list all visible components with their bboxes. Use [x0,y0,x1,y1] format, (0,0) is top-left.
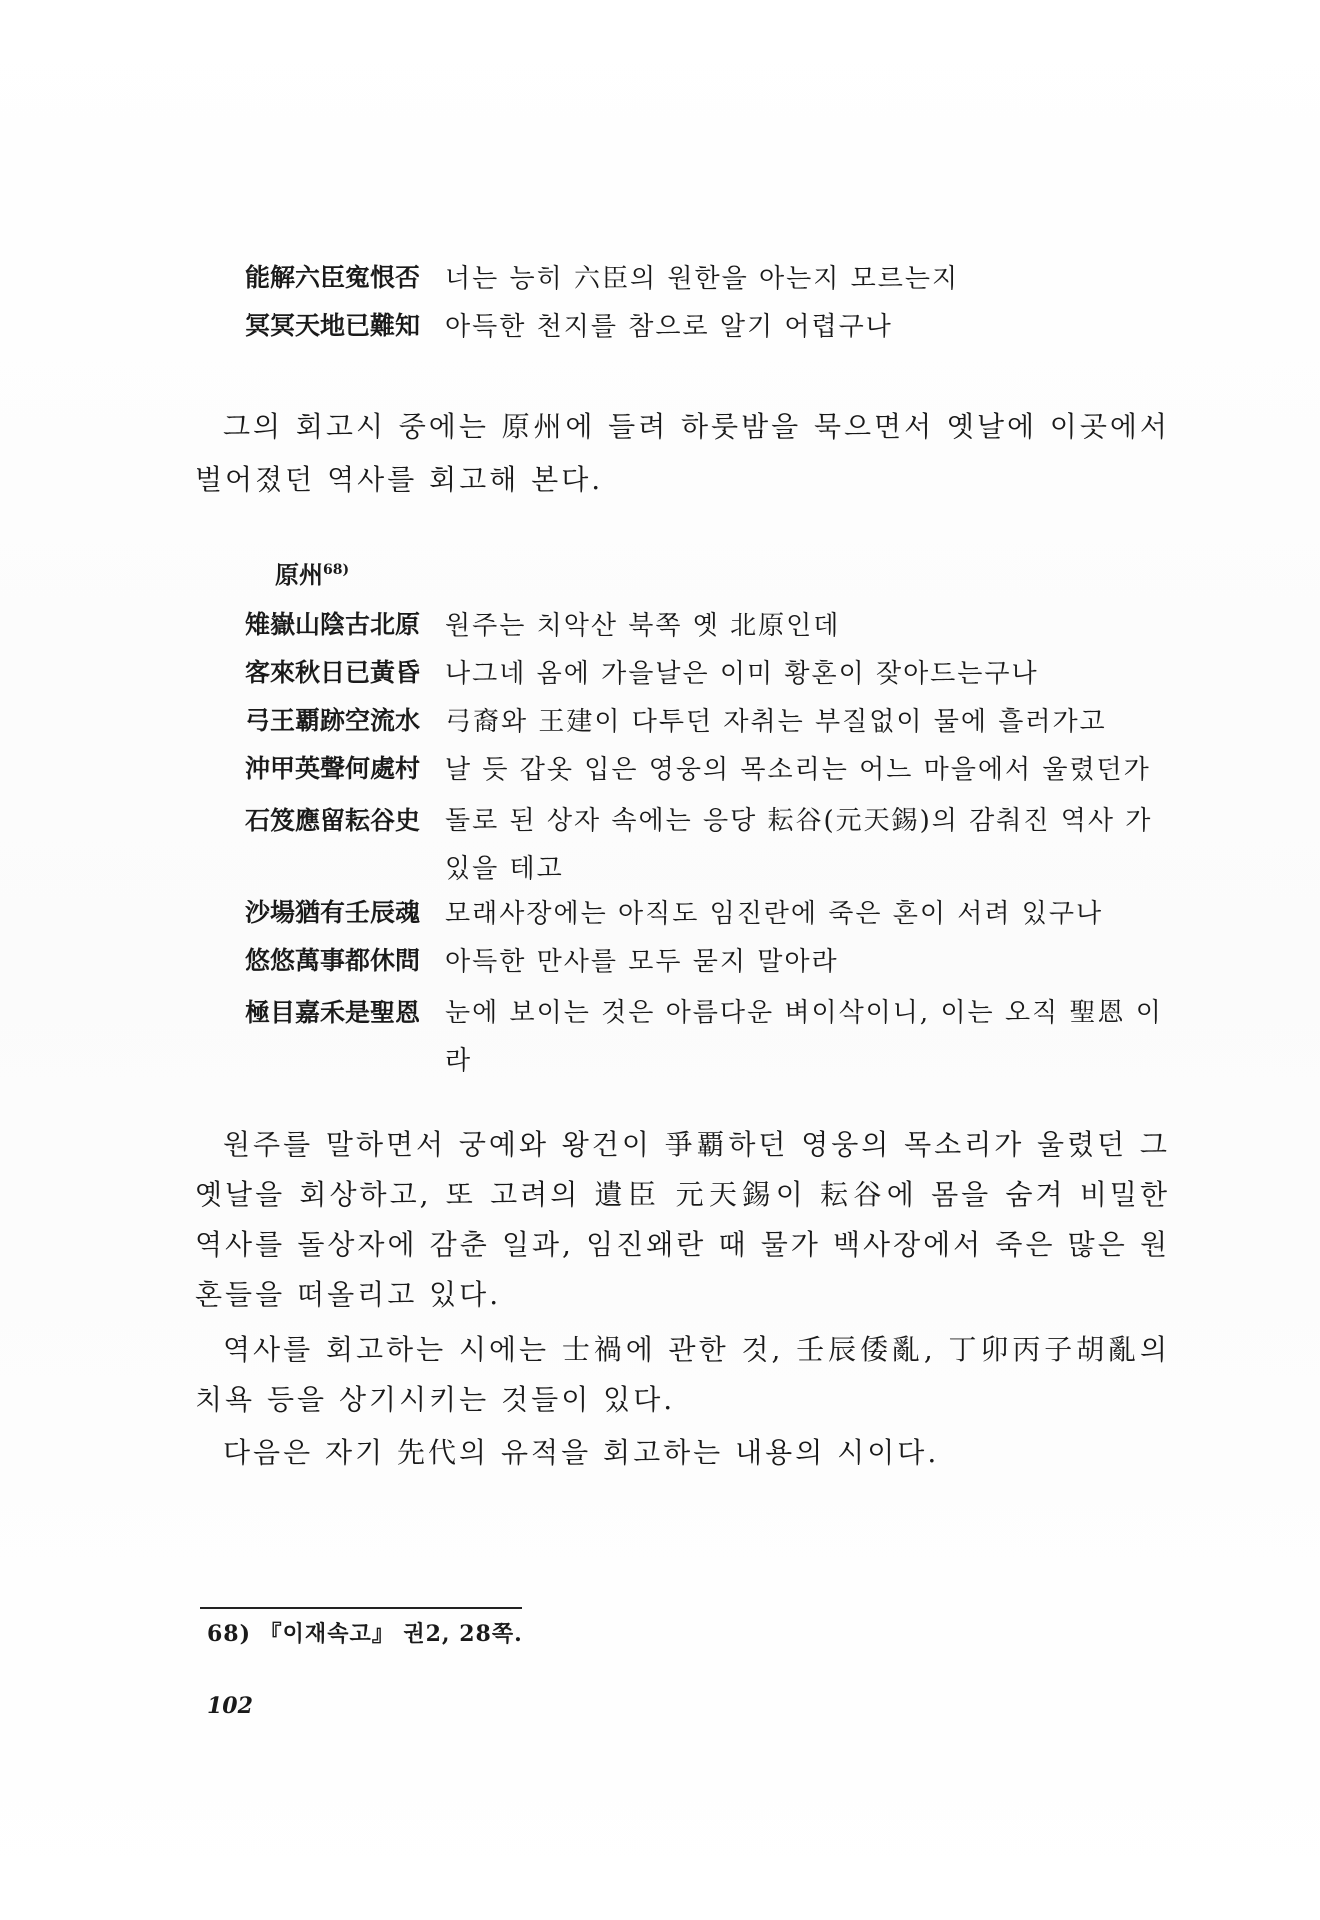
poem-line-hanja: 悠悠萬事都休問 [245,946,421,975]
poem-line-translation: 모래사장에는 아직도 임진란에 죽은 혼이 서려 있구나 [445,899,1104,929]
poem-line [245,258,1170,306]
poem-line-translation: 돌로 된 상자 속에는 응당 耘谷(元天錫)의 감춰진 역사 가 있을 테고 [445,806,1153,884]
poem-line [245,605,1170,653]
paragraph-history-poems: 역사를 회고하는 시에는 士禍에 관한 것, 壬辰倭亂, 丁卯丙子胡亂의 치욕 등을 상기시키는 것들이 있다. [195,1333,1170,1416]
poem-line [245,989,1170,1085]
poem-line-hanja: 石笈應留耘谷史 [245,806,421,835]
poem-line-translation: 아득한 만사를 모두 묻지 말아라 [445,947,839,977]
page-number: 102 [207,1693,253,1719]
poem-wonju [245,555,1170,1085]
paragraph-intro: 그의 회고시 중에는 原州에 들려 하룻밤을 묵으면서 옛날에 이곳에서 벌어졌던 역사를 회고해 본다. [195,410,1170,496]
poem-title-text: 原州 [275,560,323,589]
poem-line [245,797,1170,893]
poem-line-translation: 나그네 옴에 가을날은 이미 황혼이 잦아드는구나 [445,659,1039,689]
poem-line-hanja: 雉嶽山陰古北原 [245,610,421,639]
footnote: 68) 『이재속고』 권2, 28쪽. [207,1621,523,1647]
poem-continuation [245,258,1170,354]
footnote-divider [200,1607,522,1609]
poem-line-translation: 원주는 치악산 북쪽 옛 北原인데 [445,611,841,641]
poem-line-translation: 弓裔와 王建이 다투던 자취는 부질없이 물에 흘러가고 [445,707,1107,737]
poem-line-hanja: 客來秋日已黃昏 [245,658,421,687]
poem-line [245,701,1170,749]
poem-line [245,653,1170,701]
poem-line-translation: 아득한 천지를 참으로 알기 어렵구나 [445,312,893,342]
poem-line [245,893,1170,941]
poem-line-hanja: 沙場猶有壬辰魂 [245,898,421,927]
poem-line-hanja: 沖甲英聲何處村 [245,754,421,783]
poem-line [245,941,1170,989]
poem-line-translation: 날 듯 갑옷 입은 영웅의 목소리는 어느 마을에서 울렸던가 [445,755,1151,785]
poem-line-hanja: 能解六臣寃恨否 [245,263,421,292]
poem-line [245,306,1170,354]
poem-line-translation: 눈에 보이는 것은 아름다운 벼이삭이니, 이는 오직 聖恩 이라 [445,998,1163,1076]
footnote-ref: 68) [323,562,350,578]
poem-title [275,555,1170,605]
poem-line-translation: 너는 능히 六臣의 원한을 아는지 모르는지 [445,264,960,294]
paragraph-next-poem: 다음은 자기 先代의 유적을 회고하는 내용의 시이다. [223,1436,940,1469]
poem-line-hanja: 弓王覇跡空流水 [245,706,421,735]
poem-line-hanja: 冥冥天地已難知 [245,311,421,340]
poem-line [245,749,1170,797]
paragraph-commentary: 원주를 말하면서 궁예와 왕건이 爭覇하던 영웅의 목소리가 울렸던 그 옛날을 회상하고, 또 고려의 遺臣 元天錫이 耘谷에 몸을 숨겨 비밀한 역사를 돌상자에 감춘 일과, 임진왜란 때 물가 백사장에서 죽은 많은 원혼들을 떠올리고 있다. [195,1128,1170,1311]
poem-line-hanja: 極目嘉禾是聖恩 [245,998,421,1027]
